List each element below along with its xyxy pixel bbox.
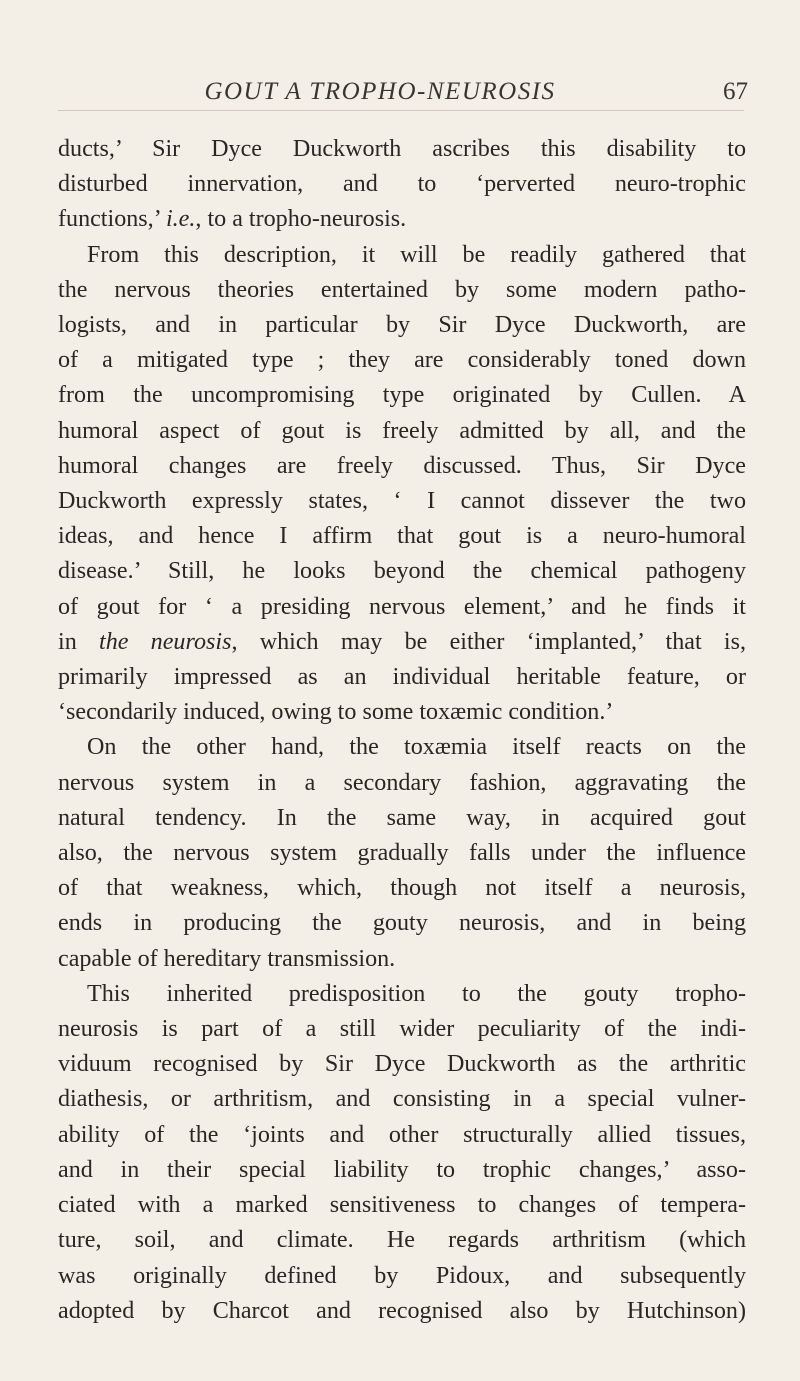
body-text	[58, 132, 746, 1329]
italic-abbreviation: i.e.	[165, 206, 196, 233]
text-line: also, the nervous system gradually falls under the influence	[58, 840, 746, 867]
text-line: the nervous theories entertained by some modern patho-	[58, 276, 746, 303]
text-line: and in their special liability to trophic changes,’ asso-	[58, 1156, 746, 1183]
text-line	[58, 625, 746, 660]
italic-phrase: the neurosis	[99, 628, 232, 655]
running-title: GOUT A TROPHO-NEUROSIS	[204, 78, 556, 105]
text-line: ability of the ‘joints and other structurally allied tissues,	[58, 1121, 746, 1148]
text-line: of gout for ‘ a presiding nervous element,’ and he finds it	[58, 593, 746, 620]
text-line: from the uncompromising type originated by Cullen. A	[58, 382, 746, 409]
text-line: humoral changes are freely discussed. Thus, Sir Dyce	[58, 452, 746, 479]
text-line: ideas, and hence I affirm that gout is a neuro-humoral	[58, 523, 746, 550]
text-line: viduum recognised by Sir Dyce Duckworth as the arthritic	[58, 1051, 746, 1078]
text-line: ducts,’ Sir Dyce Duckworth ascribes this disability to	[58, 136, 746, 162]
text-line: diathesis, or arthritism, and consisting in a special vulner-	[58, 1086, 746, 1113]
text-line: nervous system in a secondary fashion, aggravating the	[58, 769, 746, 796]
text-line: of a mitigated type ; they are considerably toned down	[58, 347, 746, 374]
text-line: natural tendency. In the same way, in acquired gout	[58, 804, 746, 831]
text-line: neurosis is part of a still wider peculiarity of the indi-	[58, 1016, 746, 1043]
text-line: This inherited predisposition to the gouty tropho-	[87, 980, 746, 1007]
text-line: ciated with a marked sensitiveness to changes of tempera-	[58, 1192, 746, 1219]
text-line: From this description, it will be readily gathered that	[87, 241, 746, 268]
text-line: of that weakness, which, though not itself a neurosis,	[58, 875, 746, 902]
text-line	[58, 202, 746, 237]
text-line: ends in producing the gouty neurosis, and in being	[58, 910, 746, 937]
text-line: On the other hand, the toxæmia itself reacts on the	[87, 734, 746, 761]
page-number: 67	[723, 78, 748, 105]
text-line: was originally defined by Pidoux, and subsequently	[58, 1262, 746, 1289]
text-run: , which may be either ‘implanted,’ that is,	[231, 628, 747, 655]
text-line: ‘secondarily induced, owing to some toxæmic condition.’	[58, 699, 614, 726]
text-line: disturbed innervation, and to ‘perverted neuro-trophic	[58, 171, 746, 198]
text-line: logists, and in particular by Sir Dyce Duckworth, are	[58, 312, 746, 339]
text-run: functions,’	[58, 206, 166, 233]
text-line: adopted by Charcot and recognised also by Hutchinson)	[58, 1297, 746, 1324]
header-rule	[58, 110, 744, 111]
text-line: primarily impressed as an individual heritable feature, or	[58, 664, 746, 691]
text-line: humoral aspect of gout is freely admitted by all, and the	[58, 417, 746, 444]
running-head	[0, 78, 800, 118]
text-run: , to a tropho-neurosis.	[195, 206, 407, 233]
text-run: in	[58, 628, 99, 655]
text-line: capable of hereditary transmission.	[58, 945, 396, 972]
text-line: ture, soil, and climate. He regards arthritism (which	[58, 1227, 746, 1254]
text-line: disease.’ Still, he looks beyond the chemical pathogeny	[58, 558, 746, 585]
text-line: Duckworth expressly states, ‘ I cannot dissever the two	[58, 488, 746, 515]
